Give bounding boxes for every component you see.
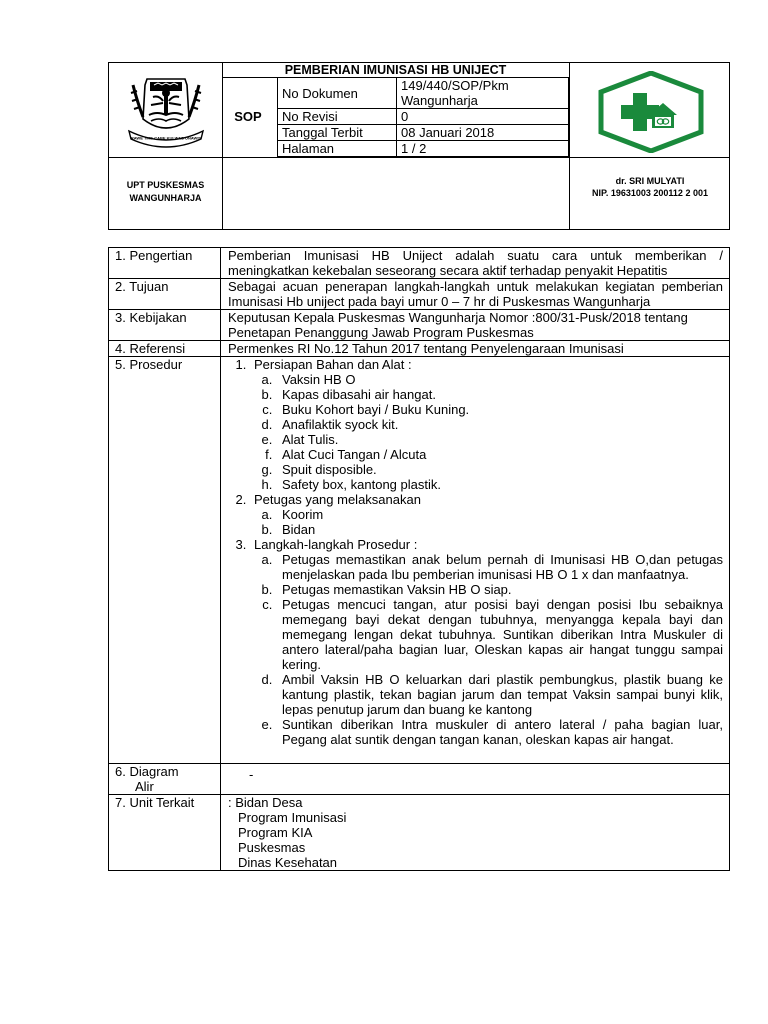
- section-label: 5. Prosedur: [109, 357, 221, 764]
- section-row-diagram: [109, 764, 730, 795]
- section-row-unit-terkait: [109, 795, 730, 871]
- section-label: 4. Referensi: [109, 341, 221, 357]
- unit-name: [109, 179, 222, 205]
- procedure-step: [250, 537, 723, 747]
- meta-row: [278, 78, 569, 109]
- procedure-step: [250, 492, 723, 537]
- step-title: Langkah-langkah Prosedur :: [254, 537, 418, 552]
- list-item: Program Imunisasi: [238, 810, 347, 825]
- meta-row: [278, 141, 569, 157]
- list-item: Dinas Kesehatan: [238, 855, 338, 870]
- document-header: [108, 62, 730, 230]
- section-label: 3. Kebijakan: [109, 310, 221, 341]
- list-item: b. Kapas dibasahi air hangat.: [276, 387, 723, 402]
- list-item: c. Buku Kohort bayi / Buku Kuning.: [276, 402, 723, 417]
- meta-key: No Dokumen: [278, 78, 397, 109]
- step-title: Petugas yang melaksanakan: [254, 492, 421, 507]
- section-label: 7. Unit Terkait: [109, 795, 221, 871]
- section-row-prosedur: [109, 357, 730, 764]
- signer-nip: NIP. 19631003 200112 2 001: [592, 188, 708, 198]
- crest-motto: RAWE TIKE CABE KUI WAS ONAWIS: [130, 135, 202, 141]
- list-item: d. Ambil Vaksin HB O keluarkan dari plastik pembungkus, plastik buang ke kantung plastik, tekan bagian jarum dan tempat Vaksin sampai bunyi klik, lepas penutup jarum dan buang ke kantong: [276, 672, 723, 717]
- puskesmas-logo: [597, 71, 705, 153]
- step-items: [254, 552, 723, 747]
- document-meta-table: [277, 77, 569, 157]
- list-item: : Bidan Desa: [228, 795, 303, 810]
- document-title: PEMBERIAN IMUNISASI HB UNIJECT: [284, 63, 507, 77]
- header-divider-right: [569, 63, 570, 229]
- meta-value: 149/440/SOP/Pkm Wangunharja: [397, 78, 569, 109]
- sop-content-table: [108, 247, 730, 871]
- header-divider-left: [222, 63, 223, 229]
- sop-label: SOP: [234, 109, 262, 124]
- list-item: f. Alat Cuci Tangan / Alcuta: [276, 447, 723, 462]
- list-item: g. Spuit disposible.: [276, 462, 723, 477]
- meta-key: No Revisi: [278, 109, 397, 125]
- meta-row: [278, 125, 569, 141]
- related-units-list: [228, 795, 723, 870]
- section-text: Permenkes RI No.12 Tahun 2017 tentang Penyelengaraan Imunisasi: [221, 341, 730, 357]
- list-item: Puskesmas: [238, 840, 306, 855]
- meta-value: 08 Januari 2018: [397, 125, 569, 141]
- meta-value: 1 / 2: [397, 141, 569, 157]
- procedure-steps: [228, 357, 723, 747]
- list-item: b. Bidan: [276, 522, 723, 537]
- procedure-content: [221, 357, 730, 764]
- related-units: [221, 795, 730, 871]
- signer-name: dr. SRI MULYATI: [615, 176, 685, 186]
- list-item: a. Vaksin HB O: [276, 372, 723, 387]
- header-divider-horizontal: [109, 157, 729, 158]
- list-item: b. Petugas memastikan Vaksin HB O siap.: [276, 582, 723, 597]
- section-label-line1: 6. Diagram: [115, 764, 179, 779]
- section-text: Sebagai acuan penerapan langkah-langkah untuk melakukan kegiatan pemberian Imunisasi Hb uniject pada bayi umur 0 – 7 hr di Puskesmas Wangunharja: [221, 279, 730, 310]
- section-label: 2. Tujuan: [109, 279, 221, 310]
- list-item: e. Suntikan diberikan Intra muskuler di antero lateral / paha bagian luar, Pegang alat suntik dengan tangan kanan, oleskan kapas air hangat.: [276, 717, 723, 747]
- section-text: -: [221, 764, 730, 795]
- meta-key: Halaman: [278, 141, 397, 157]
- step-title: Persiapan Bahan dan Alat :: [254, 357, 412, 372]
- section-row-referensi: [109, 341, 730, 357]
- meta-value: 0: [397, 109, 569, 125]
- list-item: a. Koorim: [276, 507, 723, 522]
- list-item: h. Safety box, kantong plastik.: [276, 477, 723, 492]
- meta-row: [278, 109, 569, 125]
- signer-block: [569, 175, 731, 199]
- list-item: c. Petugas mencuci tangan, atur posisi bayi dengan posisi Ibu sebaiknya memegang bayi dekat dengan tubuhnya, menyangga kepala bayi dan memegang lengan dekat tubuhnya. Suntikan diberikan Intra Muskuler di antero lateral/paha bagian luar, Oleskan kapas air hangat tunggu sampai kering.: [276, 597, 723, 672]
- list-item: Program KIA: [238, 825, 313, 840]
- unit-name-line1: UPT PUSKESMAS: [126, 180, 205, 190]
- section-row-kebijakan: [109, 310, 730, 341]
- section-row-tujuan: [109, 279, 730, 310]
- list-item: e. Alat Tulis.: [276, 432, 723, 447]
- section-label: [109, 764, 221, 795]
- regency-crest-logo: [123, 71, 209, 149]
- unit-name-line2: WANGUNHARJA: [129, 193, 202, 203]
- meta-key: Tanggal Terbit: [278, 125, 397, 141]
- list-item: a. Petugas memastikan anak belum pernah di Imunisasi HB O,dan petugas menjelaskan pada Ibu pemberian imunisasi HB O 1 x dan manfaatnya.: [276, 552, 723, 582]
- procedure-step: [250, 357, 723, 492]
- section-label: 1. Pengertian: [109, 248, 221, 279]
- section-label-line2: Alir: [135, 779, 154, 794]
- step-items: [254, 372, 723, 492]
- section-row-pengertian: [109, 248, 730, 279]
- section-text: Keputusan Kepala Puskesmas Wangunharja Nomor :800/31-Pusk/2018 tentang Penetapan Penanggung Jawab Program Puskesmas: [221, 310, 730, 341]
- step-items: [254, 507, 723, 537]
- list-item: d. Anafilaktik syock kit.: [276, 417, 723, 432]
- section-text: Pemberian Imunisasi HB Uniject adalah suatu cara untuk memberikan / meningkatkan kekebalan seseorang secara aktif terhadap penyakit Hepatitis: [221, 248, 730, 279]
